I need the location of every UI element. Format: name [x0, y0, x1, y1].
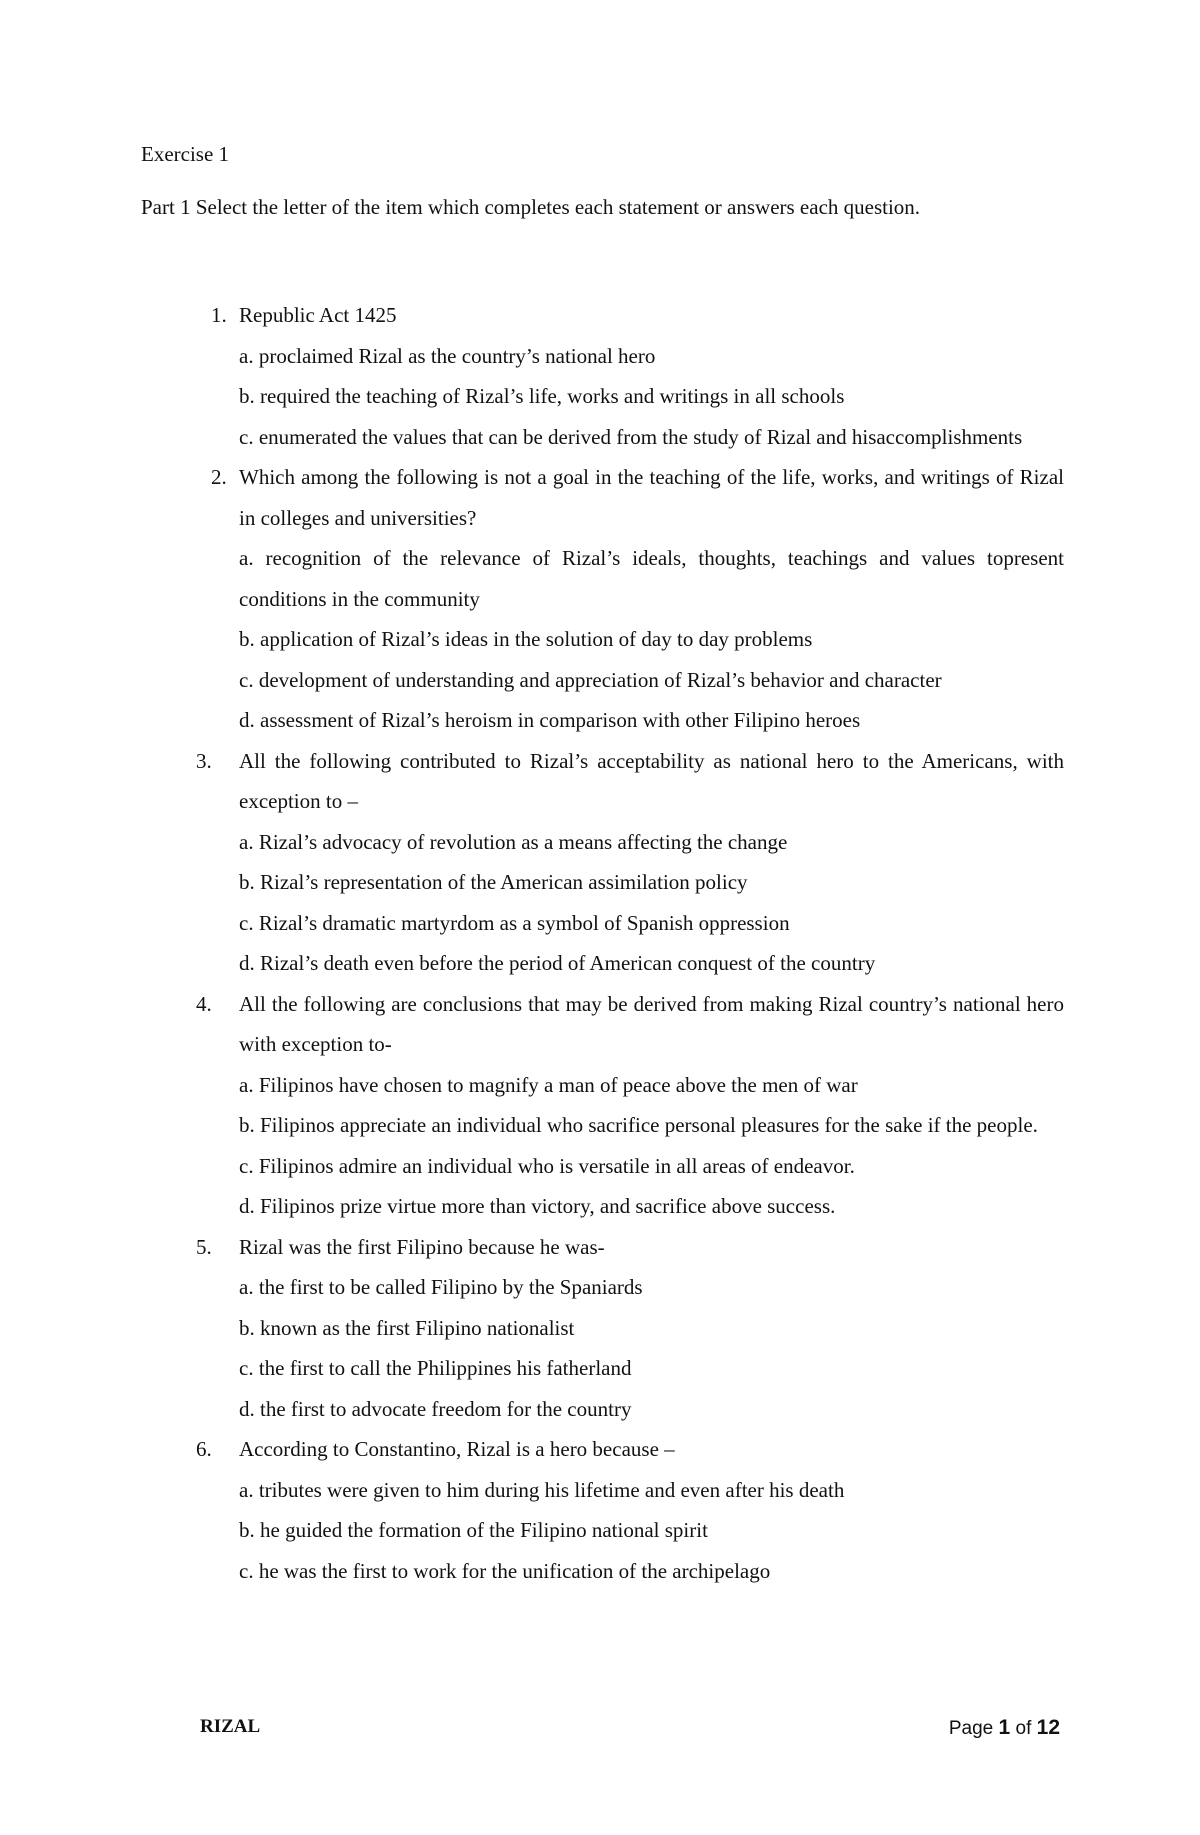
option-item: d. Rizal’s death even before the period of American conquest of the country [239, 951, 876, 975]
option-item: d. assessment of Rizal’s heroism in comparison with other Filipino heroes [239, 708, 861, 732]
question-item [196, 984, 1064, 1227]
question-text: Which among the following is not a goal in the teaching of the life, works, and writings of Rizal in colleges and universities? [239, 465, 1064, 530]
option-item: c. development of understanding and appreciation of Rizal’s behavior and character [239, 667, 942, 692]
option-item: c. enumerated the values that can be derived from the study of Rizal and hisaccomplishments [239, 424, 1023, 449]
option-item: b. Rizal’s representation of the American assimilation policy [239, 870, 748, 894]
option-list [196, 1267, 1064, 1429]
question-text: According to Constantino, Rizal is a hero because – [239, 1437, 675, 1461]
question-number: 3. [196, 748, 212, 773]
exercise-title: Exercise 1 [141, 142, 230, 166]
question-text: Republic Act 1425 [239, 303, 397, 327]
instructions: Part 1 Select the letter of the item which completes each statement or answers each question. [141, 195, 921, 219]
option-list [196, 336, 1064, 458]
option-item: b. application of Rizal’s ideas in the solution of day to day problems [239, 627, 813, 651]
page-of: of [1015, 1718, 1032, 1739]
question-number: 2. [211, 465, 227, 489]
question-list [196, 295, 1064, 1591]
option-item: b. known as the first Filipino nationalist [239, 1315, 575, 1340]
option-list [196, 1470, 1064, 1592]
page-label: Page [948, 1718, 994, 1739]
option-list [196, 822, 1064, 984]
question-text: Rizal was the first Filipino because he was- [239, 1234, 605, 1259]
question-item [196, 1429, 1064, 1591]
page-total: 12 [1036, 1716, 1060, 1739]
footer-course-name: RIZAL [200, 1716, 261, 1737]
page-indicator [949, 1716, 1060, 1740]
question-item [196, 295, 1064, 457]
option-item: a. proclaimed Rizal as the country’s national hero [239, 343, 656, 368]
question-number: 4. [196, 991, 212, 1016]
option-item: d. the first to advocate freedom for the country [239, 1396, 632, 1421]
option-item: c. Rizal’s dramatic martyrdom as a symbol of Spanish oppression [239, 910, 790, 935]
question-item [196, 457, 1064, 741]
option-item: a. the first to be called Filipino by the Spaniards [239, 1275, 643, 1299]
option-item: d. Filipinos prize virtue more than victory, and sacrifice above success. [239, 1194, 836, 1218]
question-number: 6. [196, 1437, 212, 1461]
question-number: 1. [211, 303, 227, 327]
option-item: c. Filipinos admire an individual who is versatile in all areas of endeavor. [239, 1153, 855, 1178]
question-item [196, 741, 1064, 984]
question-item [196, 1227, 1064, 1430]
option-item: c. he was the first to work for the unification of the archipelago [239, 1558, 771, 1583]
option-item: a. Filipinos have chosen to magnify a man of peace above the men of war [239, 1072, 858, 1097]
question-text: All the following are conclusions that may be derived from making Rizal country’s national hero with exception to- [239, 991, 1064, 1056]
option-item: b. he guided the formation of the Filipino national spirit [239, 1518, 708, 1542]
option-item: c. the first to call the Philippines his fatherland [239, 1356, 632, 1380]
option-item: a. tributes were given to him during his lifetime and even after his death [239, 1477, 845, 1502]
question-text: All the following contributed to Rizal’s acceptability as national hero to the Americans, with exception to – [239, 748, 1064, 813]
question-number: 5. [196, 1234, 212, 1259]
option-list [196, 1065, 1064, 1227]
option-item: a. Rizal’s advocacy of revolution as a means affecting the change [239, 829, 788, 854]
option-item: b. Filipinos appreciate an individual who sacrifice personal pleasures for the sake if the people. [239, 1113, 1038, 1137]
option-list [196, 538, 1064, 741]
page-current: 1 [998, 1716, 1011, 1739]
option-item: b. required the teaching of Rizal’s life, works and writings in all schools [239, 384, 845, 408]
option-item: a. recognition of the relevance of Rizal’s ideals, thoughts, teachings and values topresent conditions in the community [239, 546, 1064, 611]
